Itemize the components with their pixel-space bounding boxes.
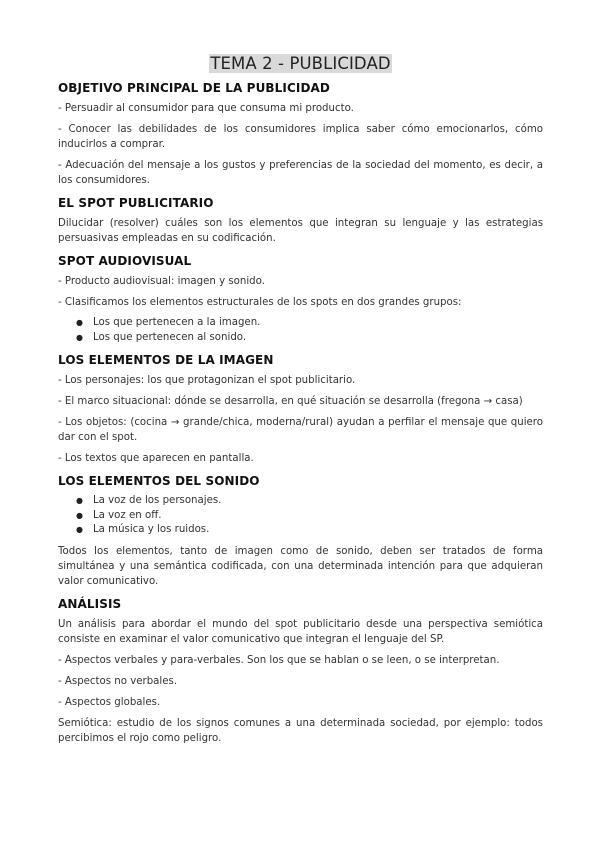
paragraph: - Adecuación del mensaje a los gustos y preferencias de la sociedad del momento, es decir, a los consumidores. xyxy=(58,160,543,186)
paragraph: Semiótica: estudio de los signos comunes a una determinada sociedad, por ejemplo: todos percibimos el rojo como peligro. xyxy=(58,717,543,744)
section-heading-spot-audiovisual: SPOT AUDIOVISUAL xyxy=(58,254,192,268)
section-heading-objetivo: OBJETIVO PRINCIPAL DE LA PUBLICIDAD xyxy=(58,81,330,95)
paragraph: - Los textos que aparecen en pantalla. xyxy=(58,453,254,464)
paragraph: Todos los elementos, tanto de imagen como de sonido, deben ser tratados de forma simultánea y una semántica codificada, con una determinada intención para que adquieran valor comunicativo. xyxy=(58,545,543,587)
paragraph: - El marco situacional: dónde se desarrolla, en qué situación se desarrolla (fregona → casa) xyxy=(58,396,523,407)
paragraph: - Aspectos verbales y para-verbales. Son los que se hablan o se leen, o se interpretan. xyxy=(58,654,500,666)
paragraph: - Aspectos globales. xyxy=(58,696,161,708)
paragraph: - Conocer las debilidades de los consumidores implica saber cómo emocionarlos, cómo inducirlos a comprar. xyxy=(58,124,543,150)
list-item: ● La voz en off. xyxy=(93,509,543,524)
paragraph: - Producto audiovisual: imagen y sonido. xyxy=(58,276,265,287)
document-title xyxy=(58,54,543,73)
paragraph: Un análisis para abordar el mundo del spot publicitario desde una perspectiva semiótica consiste en examinar el valor comunicativo que integran el lenguaje del SP. xyxy=(58,618,543,645)
list-item: ● Los que pertenecen a la imagen. xyxy=(93,316,543,331)
paragraph: - Aspectos no verbales. xyxy=(58,675,178,687)
paragraph: - Los objetos: (cocina → grande/chica, moderna/rural) ayudan a perfilar el mensaje que quiero dar con el spot. xyxy=(58,417,543,443)
section-heading-elementos-sonido: LOS ELEMENTOS DEL SONIDO xyxy=(58,474,260,488)
section-heading-elementos-imagen: LOS ELEMENTOS DE LA IMAGEN xyxy=(58,353,274,367)
bullet-list xyxy=(58,316,543,345)
bullet-list xyxy=(58,494,543,538)
list-item: ● La voz de los personajes. xyxy=(93,494,543,509)
list-item: ● Los que pertenecen al sonido. xyxy=(93,331,543,346)
section-heading-spot-publicitario: EL SPOT PUBLICITARIO xyxy=(58,196,214,210)
paragraph: Dilucidar (resolver) cuáles son los elementos que integran su lenguaje y las estrategias persuasivas empleadas en su codificación. xyxy=(58,218,543,244)
document-page xyxy=(58,54,543,752)
title-text: TEMA 2 - PUBLICIDAD xyxy=(210,54,391,73)
list-item: ● La música y los ruidos. xyxy=(93,523,543,538)
paragraph: - Clasificamos los elementos estructurales de los spots en dos grandes grupos: xyxy=(58,297,462,308)
paragraph: - Persuadir al consumidor para que consuma mi producto. xyxy=(58,103,354,114)
section-heading-analisis: ANÁLISIS xyxy=(58,596,122,611)
paragraph: - Los personajes: los que protagonizan el spot publicitario. xyxy=(58,375,356,386)
